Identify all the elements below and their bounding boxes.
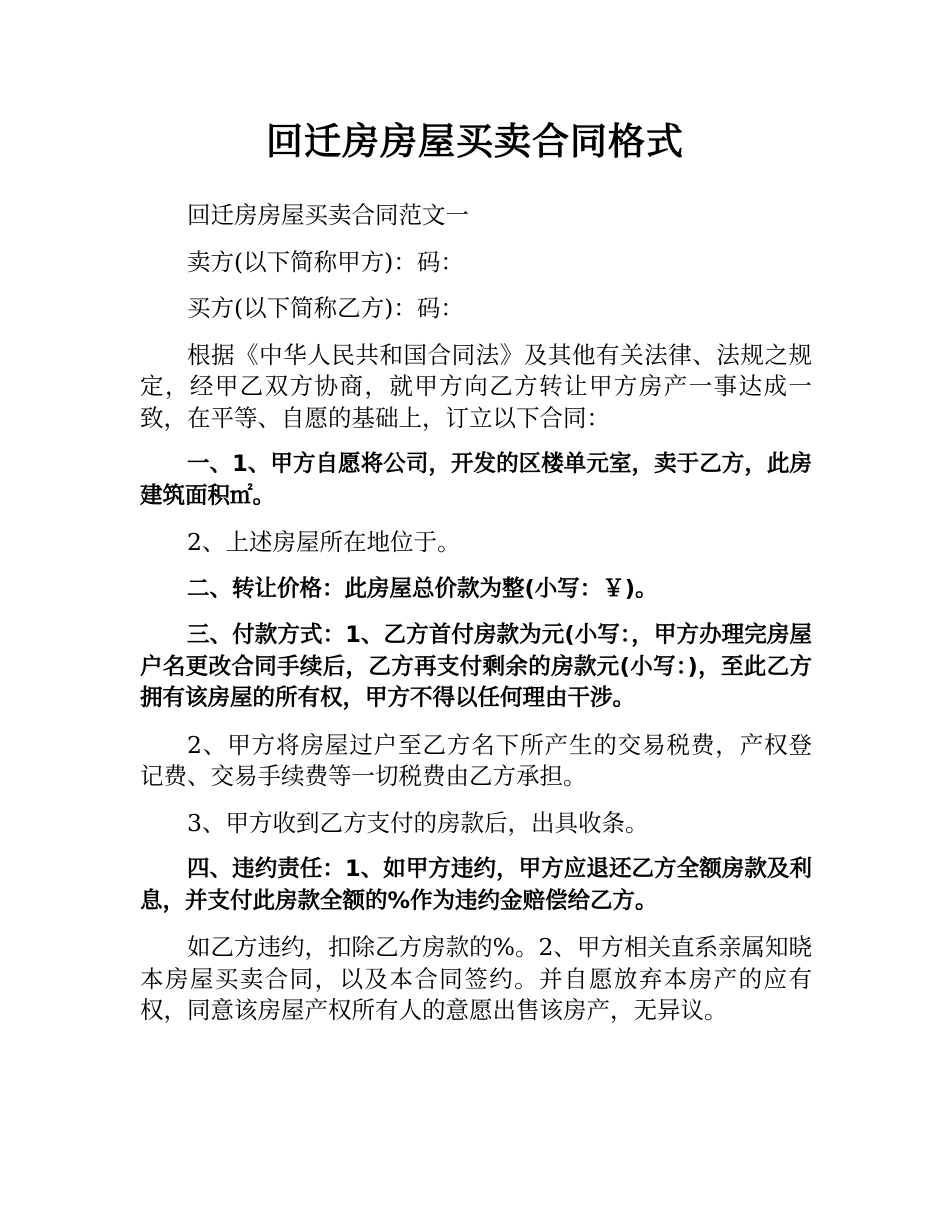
paragraph: 回迁房房屋买卖合同范文一 bbox=[187, 201, 469, 229]
paragraph: 2、甲方将房屋过户至乙方名下所产生的交易税费，产权登记费、交易手续费等一切税费由乙方承担。 bbox=[140, 730, 812, 790]
clause-heading-paragraph: 一、1、甲方自愿将公司，开发的区楼单元室，卖于乙方，此房建筑面积㎡。 bbox=[140, 451, 812, 509]
paragraph: 如乙方违约，扣除乙方房款的%。2、甲方相关直系亲属知晓本房屋买卖合同，以及本合同签约。并自愿放弃本房产的应有权，同意该房屋产权所有人的意愿出售该房产，无异议。 bbox=[140, 933, 812, 1024]
document-title: 回迁房房屋买卖合同格式 bbox=[266, 120, 684, 163]
clause-heading-paragraph: 三、付款方式：1、乙方首付房款为元(小写：，甲方办理完房屋户名更改合同手续后，乙方再支付剩余的房款元(小写：)，至此乙方拥有该房屋的所有权，甲方不得以任何理由干涉。 bbox=[140, 622, 812, 711]
paragraph: 2、上述房屋所在地位于。 bbox=[187, 528, 461, 556]
paragraph: 根据《中华人民共和国合同法》及其他有关法律、法规之规定，经甲乙双方协商，就甲方向乙方转让甲方房产一事达成一致，在平等、自愿的基础上，订立以下合同： bbox=[140, 340, 812, 432]
paragraph: 3、甲方收到乙方支付的房款后，出具收条。 bbox=[187, 808, 649, 837]
paragraph: 卖方(以下简称甲方)：码： bbox=[187, 247, 464, 276]
paragraph: 买方(以下简称乙方)：码： bbox=[187, 294, 464, 322]
document-body bbox=[140, 200, 812, 1042]
clause-heading-paragraph: 四、违约责任：1、如甲方违约，甲方应退还乙方全额房款及利息，并支付此房款全额的%作为违约金赔偿给乙方。 bbox=[140, 856, 812, 914]
clause-heading-paragraph: 二、转让价格：此房屋总价款为整(小写：￥)。 bbox=[187, 575, 658, 602]
